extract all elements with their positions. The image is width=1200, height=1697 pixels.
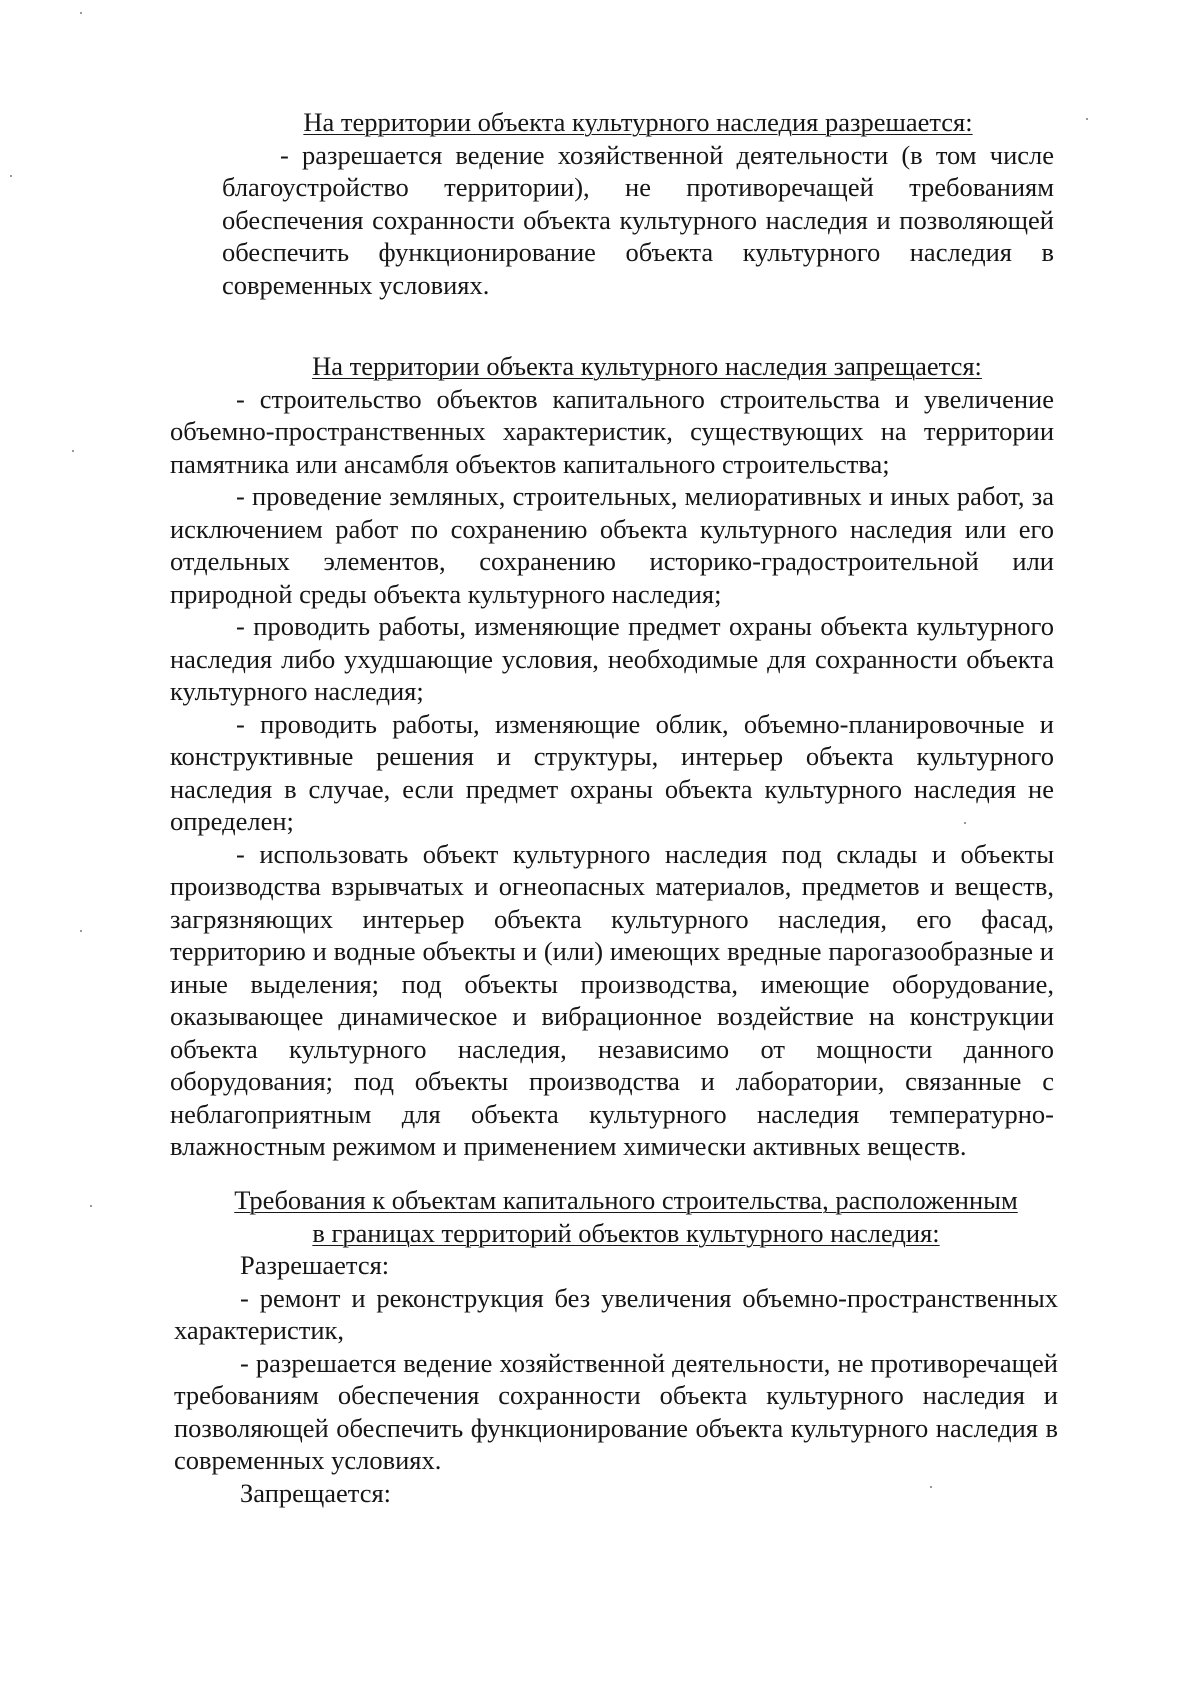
paragraph: - проводить работы, изменяющие облик, объемно-планировочные и конструктивные решения и структуры, интерьер объекта культурного наследия в случае, если предмет охраны объекта культурного наследия не определен; — [170, 708, 1054, 836]
section-forbidden-territory — [170, 350, 1054, 1163]
section-capital-construction — [174, 1184, 1058, 1509]
scan-speck — [964, 822, 966, 824]
paragraph: - ремонт и реконструкция без увеличения объемно-пространственных характеристик, — [174, 1282, 1058, 1345]
scan-speck — [10, 175, 12, 177]
paragraph: - строительство объектов капитального строительства и увеличение объемно-пространственных характеристик, существующих на территории памятника или ансамбля объектов капитального строительства; — [170, 383, 1054, 479]
scan-speck — [80, 12, 82, 14]
paragraph: - проводить работы, изменяющие предмет охраны объекта культурного наследия либо ухудшающие условия, необходимые для сохранности объекта культурного наследия; — [170, 611, 1054, 706]
section-heading: На территории объекта культурного наследия разрешается: — [303, 107, 973, 137]
section-allowed-territory — [222, 106, 1054, 301]
allowed-label: Разрешается: — [240, 1250, 390, 1280]
paragraph: - разрешается ведение хозяйственной деятельности, не противоречащей требованиям обеспечения сохранности объекта культурного наследия и позволяющей обеспечить функционирование объекта культурного наследия в современных условиях. — [174, 1347, 1058, 1475]
section-heading-line1: Требования к объектам капитального строительства, расположенным — [234, 1185, 1018, 1215]
scan-speck — [72, 450, 74, 452]
scan-speck — [1086, 118, 1088, 120]
section-heading-line2: в границах территорий объектов культурного наследия: — [312, 1217, 940, 1248]
forbidden-label: Запрещается: — [240, 1477, 392, 1508]
scan-speck — [90, 1205, 92, 1207]
paragraph: - проведение земляных, строительных, мелиоративных и иных работ, за исключением работ по сохранению объекта культурного наследия или его отдельных элементов, сохранению историко-градостроительной или природной среды объекта культурного наследия; — [170, 481, 1054, 609]
paragraph: - разрешается ведение хозяйственной деятельности (в том числе благоустройство территории), не противоречащей требованиям обеспечения сохранности объекта культурного наследия и позволяющей обеспечить функционирование объекта культурного наследия в современных условиях. — [222, 139, 1054, 300]
scan-speck — [80, 930, 82, 932]
paragraph: - использовать объект культурного наследия под склады и объекты производства взрывчатых и огнеопасных материалов, предметов и веществ, загрязняющих интерьер объекта культурного наследия, его фасад, территорию и водные объекты и (или) имеющих вредные парогазообразные и иные выделения; под объекты производства, имеющие оборудование, оказывающее динамическое и вибрационное воздействие на конструкции объекта культурного наследия, независимо от мощности данного оборудования; под объекты производства и лаборатории, связанные с неблагоприятным для объекта культурного наследия температурно-влажностным режимом и применением химически активных веществ. — [170, 838, 1054, 1161]
section-heading: На территории объекта культурного наследия запрещается: — [312, 351, 982, 381]
scan-speck — [930, 1486, 932, 1488]
